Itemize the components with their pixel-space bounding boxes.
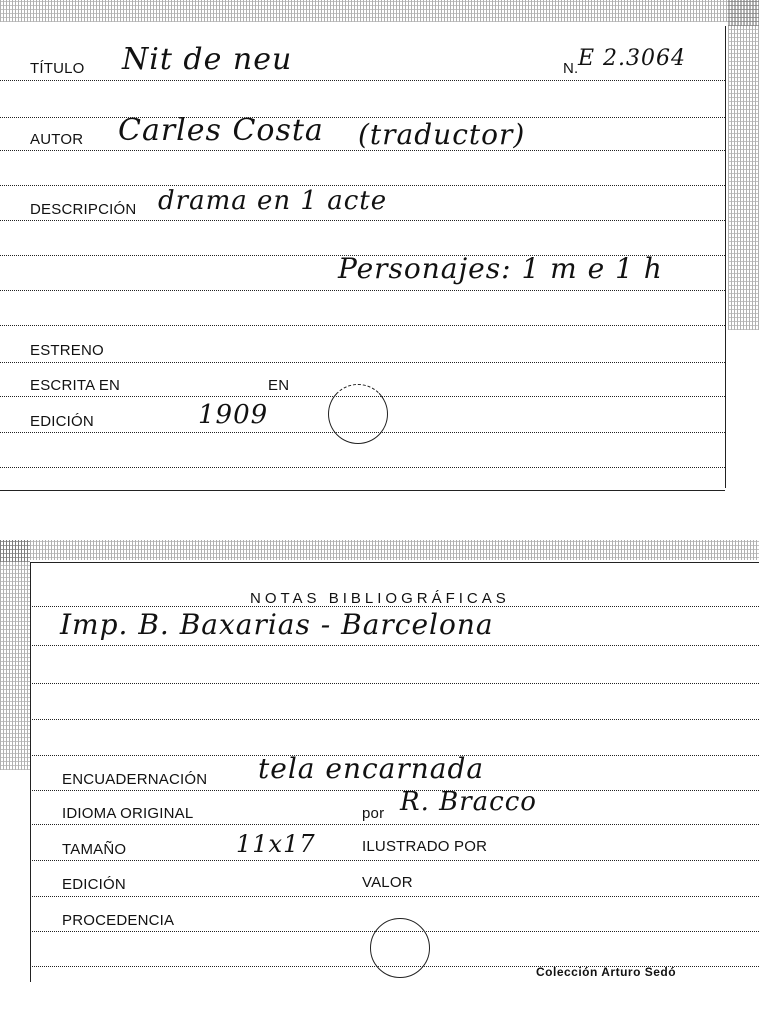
escrita-en-label: ESCRITA EN <box>30 377 121 394</box>
rule <box>30 860 759 861</box>
card1-right-edge <box>728 0 759 330</box>
valor-label: VALOR <box>362 874 413 891</box>
edicion-label: EDICIÓN <box>30 413 94 430</box>
rule <box>30 645 759 646</box>
card1-bottom-border <box>0 490 725 491</box>
card2-left-border <box>30 562 31 982</box>
personajes-value: Personajes: 1 m e 1 h <box>338 252 663 285</box>
rule <box>30 683 759 684</box>
estreno-label: ESTRENO <box>30 342 104 359</box>
encuadernacion-value: tela encarnada <box>258 752 485 785</box>
encuadernacion-label: ENCUADERNACIÓN <box>62 771 208 788</box>
ilustrado-por-label: ILUSTRADO POR <box>362 838 488 855</box>
por-value: R. Bracco <box>400 787 537 817</box>
card2-left-edge <box>0 540 30 770</box>
descripcion-value: drama en 1 acte <box>158 186 388 216</box>
por-label: por <box>362 805 385 822</box>
rule <box>0 325 725 326</box>
card1-right-border <box>725 26 726 488</box>
procedencia-label: PROCEDENCIA <box>62 912 175 929</box>
rule <box>30 896 759 897</box>
notas-value: Imp. B. Baxarias - Barcelona <box>60 608 494 641</box>
punch-hole <box>328 384 388 444</box>
rule <box>0 467 725 468</box>
punch-hole <box>370 918 430 978</box>
rule <box>30 790 759 791</box>
edicion-2-label: EDICIÓN <box>62 876 126 893</box>
autor-value: Carles Costa <box>118 113 324 148</box>
rule <box>30 824 759 825</box>
notas-bibliograficas-title: NOTAS BIBLIOGRÁFICAS <box>250 590 510 607</box>
edicion-value: 1909 <box>198 400 269 430</box>
numero-value: E 2.3064 <box>578 46 687 71</box>
descripcion-label: DESCRIPCIÓN <box>30 201 137 218</box>
numero-label: N. <box>563 60 579 77</box>
card2-top-edge <box>0 540 759 562</box>
tamano-value: 11x17 <box>236 830 316 858</box>
en-label: EN <box>268 377 290 394</box>
idioma-original-label: IDIOMA ORIGINAL <box>62 805 194 822</box>
rule <box>0 80 725 81</box>
tamano-label: TAMAÑO <box>62 841 127 858</box>
rule <box>0 220 725 221</box>
coleccion-footer: Colección Arturo Sedó <box>536 965 677 979</box>
titulo-label: TÍTULO <box>30 60 85 77</box>
rule <box>30 719 759 720</box>
titulo-value: Nit de neu <box>122 42 293 77</box>
card2-top-border <box>30 562 759 563</box>
autor-label: AUTOR <box>30 131 84 148</box>
rule <box>0 290 725 291</box>
autor-note: (traductor) <box>358 118 526 151</box>
rule <box>0 362 725 363</box>
